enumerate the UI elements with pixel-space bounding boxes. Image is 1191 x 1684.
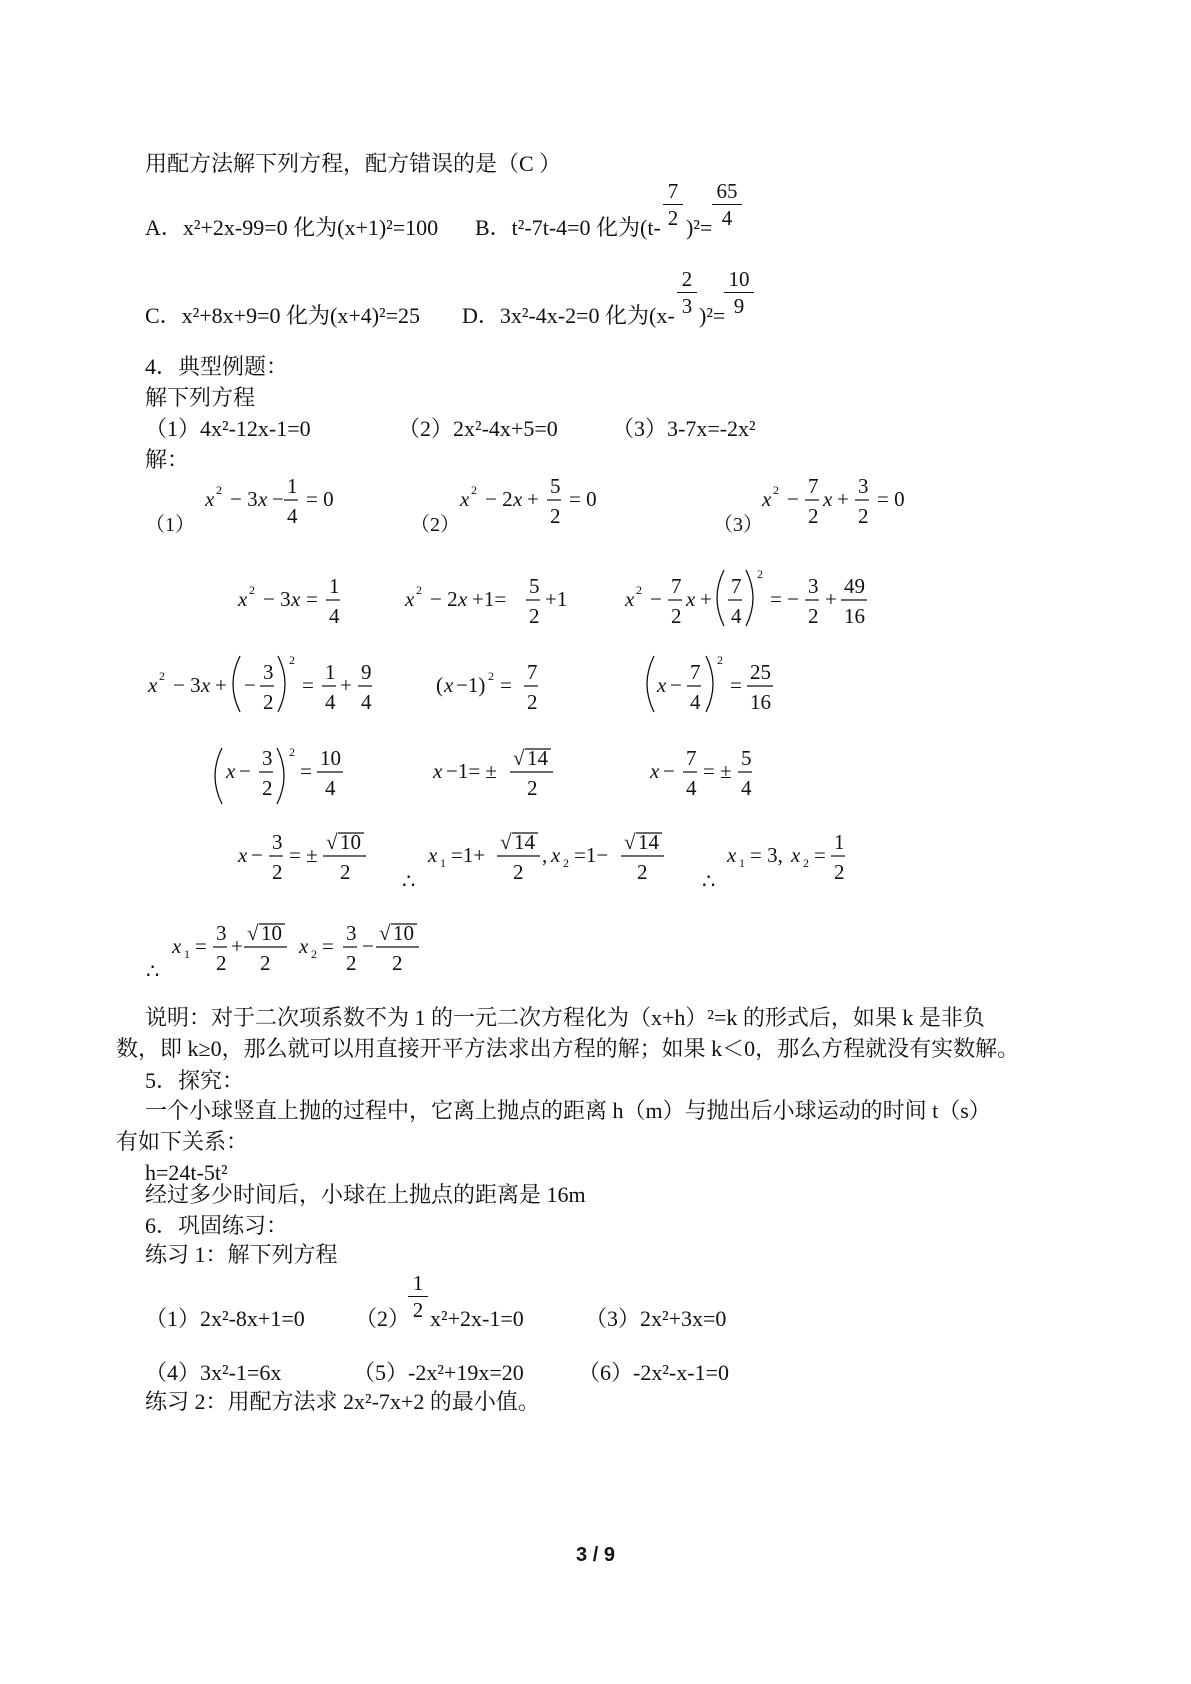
svg-text:x: x	[205, 487, 215, 511]
svg-text:5: 5	[550, 474, 561, 498]
svg-text:2: 2	[488, 669, 494, 683]
svg-text:x: x	[299, 934, 309, 958]
svg-text:√: √	[513, 746, 525, 770]
svg-text:∴: ∴	[146, 959, 160, 983]
svg-text:=: =	[322, 934, 334, 958]
svg-text:10: 10	[340, 830, 361, 854]
svg-text:x: x	[291, 587, 301, 611]
svg-text:= −: = −	[770, 587, 799, 611]
svg-text:2: 2	[773, 483, 779, 497]
option-b-prefix: B．t²-7t-4=0 化为(t-	[475, 215, 661, 240]
svg-text:−: −	[251, 843, 263, 867]
svg-text:1: 1	[834, 830, 845, 854]
svg-text:16: 16	[750, 690, 771, 714]
svg-text:+: +	[825, 587, 837, 611]
svg-text:x: x	[513, 487, 523, 511]
svg-text:x: x	[823, 487, 833, 511]
svg-text:=: =	[302, 673, 314, 697]
svg-text:1: 1	[287, 474, 298, 498]
svg-text:3: 3	[216, 921, 227, 945]
exercise-1-item-2-fraction: $\frac{1}{2}$	[408, 1272, 428, 1321]
solution-1-label: （1）	[145, 514, 195, 536]
svg-text:2: 2	[808, 604, 819, 628]
option-d-suffix: )²=	[699, 303, 726, 328]
svg-text:2: 2	[834, 860, 845, 884]
svg-text:√: √	[247, 921, 259, 945]
svg-text:2: 2	[289, 653, 295, 667]
svg-text:2: 2	[262, 776, 273, 800]
svg-text:2: 2	[392, 951, 403, 975]
svg-text:2: 2	[636, 583, 642, 597]
svg-text:=1+: =1+	[451, 843, 486, 867]
svg-text:x: x	[148, 673, 158, 697]
svg-text:2: 2	[717, 653, 723, 667]
exercise-1-item-2-suffix: x²+2x-1=0	[430, 1306, 524, 1331]
svg-text:−1= ±: −1= ±	[446, 759, 497, 783]
question-stem: 用配方法解下列方程，配方错误的是（C ）	[145, 151, 562, 176]
svg-text:x: x	[460, 487, 470, 511]
svg-text:14: 14	[514, 830, 535, 854]
svg-text:x: x	[458, 587, 468, 611]
svg-text:2: 2	[808, 504, 819, 528]
section-5-line-1: 一个小球竖直上抛的过程中，它离上抛点的距离 h（m）与抛出后小球运动的时间 t（s）	[145, 1098, 991, 1123]
svg-text:−: −	[239, 759, 251, 783]
svg-text:9: 9	[361, 660, 372, 684]
svg-text:− 2: − 2	[485, 487, 513, 511]
svg-text:2: 2	[550, 504, 561, 528]
svg-text:x: x	[686, 587, 696, 611]
svg-text:=: =	[195, 934, 207, 958]
svg-text:x: x	[444, 673, 454, 697]
svg-text:= 0: = 0	[877, 487, 905, 511]
svg-text:7: 7	[527, 660, 538, 684]
svg-text:−: −	[272, 487, 284, 511]
note-line-1: 说明：对于二次项系数不为 1 的一元二次方程化为（x+h）²=k 的形式后，如果 k 是非负	[145, 1005, 985, 1030]
svg-text:x: x	[172, 934, 182, 958]
svg-text:=: =	[730, 673, 742, 697]
option-d-fraction-10-9: $\frac{10}{9}$	[724, 268, 754, 317]
svg-text:2: 2	[260, 951, 271, 975]
svg-text:2: 2	[289, 745, 295, 759]
section-5-line-2: 有如下关系：	[116, 1129, 249, 1154]
svg-text:+: +	[837, 487, 849, 511]
svg-text:−: −	[670, 673, 682, 697]
svg-text:4: 4	[731, 604, 742, 628]
exercise-1-item-4: （4）3x²-1=6x	[145, 1360, 282, 1385]
svg-text:+1: +1	[545, 587, 568, 611]
svg-text:2: 2	[311, 947, 317, 961]
svg-text:= 3,: = 3,	[750, 843, 783, 867]
svg-text:1: 1	[739, 856, 745, 870]
svg-text:1: 1	[184, 947, 190, 961]
section-5-formula: h=24t-5t²	[145, 1160, 228, 1185]
svg-text:7: 7	[808, 474, 819, 498]
svg-text:4: 4	[361, 690, 372, 714]
svg-text:2: 2	[216, 951, 227, 975]
svg-text:10: 10	[320, 746, 341, 770]
svg-text:2: 2	[529, 604, 540, 628]
svg-text:√: √	[379, 921, 391, 945]
solution-2-label: （2）	[410, 514, 460, 536]
svg-text:=: =	[306, 587, 318, 611]
svg-text:x: x	[727, 843, 737, 867]
svg-text:−: −	[362, 934, 374, 958]
option-a: A．x²+2x-99=0 化为(x+1)²=100	[145, 215, 439, 240]
svg-text:√: √	[326, 830, 338, 854]
svg-text:3: 3	[263, 660, 274, 684]
svg-text:=: =	[500, 673, 512, 697]
svg-text:2: 2	[416, 583, 422, 597]
svg-text:x: x	[238, 587, 248, 611]
svg-text:2: 2	[637, 860, 648, 884]
problem-1: （1）4x²-12x-1=0	[145, 416, 311, 441]
svg-text:4: 4	[690, 690, 701, 714]
problem-3: （3）3-7x=-2x²	[612, 416, 756, 441]
svg-text:= ±: = ±	[289, 843, 318, 867]
note-line-2: 数，即 k≥0，那么就可以用直接开平方法求出方程的解；如果 k＜0，那么方程就没有实数解。	[116, 1036, 1020, 1061]
option-b-suffix: )²=	[686, 215, 713, 240]
svg-text:− 3: − 3	[230, 487, 258, 511]
svg-text:− 3: − 3	[173, 673, 201, 697]
svg-text:x: x	[625, 587, 635, 611]
svg-text:5: 5	[741, 746, 752, 770]
svg-text:+: +	[527, 487, 539, 511]
svg-text:+: +	[340, 673, 352, 697]
svg-text:2: 2	[858, 504, 869, 528]
svg-text:−: −	[650, 587, 662, 611]
svg-text:= 0: = 0	[306, 487, 334, 511]
svg-text:2: 2	[272, 860, 283, 884]
svg-text:+: +	[215, 673, 227, 697]
svg-text:√: √	[500, 830, 512, 854]
svg-text:2: 2	[263, 690, 274, 714]
svg-text:4: 4	[287, 504, 298, 528]
svg-text:∴: ∴	[402, 869, 416, 893]
svg-text:7: 7	[686, 746, 697, 770]
svg-text:x: x	[433, 759, 443, 783]
svg-text:25: 25	[750, 660, 771, 684]
svg-text:,: ,	[542, 843, 548, 867]
page-number: 3 / 9	[576, 1544, 615, 1566]
svg-text:+1=: +1=	[472, 587, 507, 611]
svg-text:2: 2	[340, 860, 351, 884]
svg-text:49: 49	[844, 574, 865, 598]
section-5-title: 5．探究：	[145, 1068, 245, 1093]
svg-text:3: 3	[858, 474, 869, 498]
svg-text:x: x	[428, 843, 438, 867]
svg-text:x: x	[405, 587, 415, 611]
svg-text:−: −	[663, 759, 675, 783]
svg-text:− 3: − 3	[263, 587, 291, 611]
svg-text:+: +	[700, 587, 712, 611]
svg-text:2: 2	[159, 669, 165, 683]
problem-2: （2）2x²-4x+5=0	[398, 416, 558, 441]
svg-text:2: 2	[563, 856, 569, 870]
svg-text:x: x	[762, 487, 772, 511]
svg-text:x: x	[650, 759, 660, 783]
svg-text:1: 1	[440, 856, 446, 870]
svg-text:(: (	[436, 673, 443, 697]
svg-text:− 2: − 2	[430, 587, 458, 611]
svg-text:x: x	[791, 843, 801, 867]
svg-text:2: 2	[757, 567, 763, 581]
exercise-1-item-5: （5）-2x²+19x=20	[353, 1360, 524, 1385]
svg-text:4: 4	[325, 776, 336, 800]
option-b-fraction-65-4: $\frac{65}{4}$	[712, 180, 742, 229]
svg-text:√: √	[624, 830, 636, 854]
svg-text:x: x	[258, 487, 268, 511]
svg-text:3: 3	[346, 921, 357, 945]
svg-text:x: x	[551, 843, 561, 867]
svg-text:x: x	[201, 673, 211, 697]
svg-text:7: 7	[690, 660, 701, 684]
svg-text:4: 4	[686, 776, 697, 800]
svg-text:14: 14	[638, 830, 659, 854]
svg-text:=1−: =1−	[574, 843, 609, 867]
option-d-fraction-2-3: $\frac{2}{3}$	[677, 268, 697, 317]
svg-text:3: 3	[262, 746, 273, 770]
solution-3-label: （3）	[713, 514, 763, 536]
svg-text:1: 1	[325, 660, 336, 684]
svg-text:5: 5	[529, 574, 540, 598]
section-5-question: 经过多少时间后，小球在上抛点的距离是 16m	[145, 1182, 586, 1207]
svg-text:4: 4	[329, 604, 340, 628]
svg-text:2: 2	[513, 860, 524, 884]
section-6-title: 6．巩固练习：	[145, 1213, 289, 1238]
svg-text:2: 2	[527, 690, 538, 714]
svg-text:10: 10	[393, 921, 414, 945]
svg-text:−: −	[244, 673, 256, 697]
section-4-task: 解下列方程	[145, 385, 256, 410]
svg-text:3: 3	[808, 574, 819, 598]
svg-text:x: x	[238, 843, 248, 867]
option-b-fraction-7-2: $\frac{7}{2}$	[663, 180, 683, 229]
svg-text:2: 2	[803, 856, 809, 870]
option-c: C．x²+8x+9=0 化为(x+4)²=25	[145, 303, 421, 328]
svg-text:2: 2	[249, 583, 255, 597]
svg-text:∴: ∴	[702, 869, 716, 893]
exercise-2: 练习 2：用配方法求 2x²-7x+2 的最小值。	[145, 1389, 540, 1414]
svg-text:−1): −1)	[456, 673, 486, 697]
svg-text:16: 16	[844, 604, 865, 628]
svg-text:2: 2	[346, 951, 357, 975]
option-d-prefix: D．3x²-4x-2=0 化为(x-	[462, 303, 675, 328]
exercise-1-item-6: （6）-2x²-x-1=0	[578, 1360, 729, 1385]
svg-text:1: 1	[329, 574, 340, 598]
exercise-1-title: 练习 1：解下列方程	[145, 1242, 338, 1267]
exercise-1-item-2-prefix: （2）	[355, 1306, 411, 1331]
svg-text:3: 3	[272, 830, 283, 854]
svg-text:+: +	[231, 934, 243, 958]
svg-text:2: 2	[671, 604, 682, 628]
svg-text:10: 10	[261, 921, 282, 945]
svg-text:2: 2	[527, 776, 538, 800]
svg-text:7: 7	[671, 574, 682, 598]
svg-text:4: 4	[741, 776, 752, 800]
svg-text:4: 4	[325, 690, 336, 714]
svg-text:2: 2	[216, 483, 222, 497]
svg-text:14: 14	[527, 746, 548, 770]
exercise-1-item-3: （3）2x²+3x=0	[585, 1306, 727, 1331]
svg-text:x: x	[226, 759, 236, 783]
svg-text:7: 7	[731, 574, 742, 598]
svg-text:= 0: = 0	[569, 487, 597, 511]
svg-text:=: =	[300, 759, 312, 783]
section-4-title: 4．典型例题：	[145, 354, 289, 379]
svg-text:= ±: = ±	[703, 759, 732, 783]
svg-text:x: x	[657, 673, 667, 697]
solution-label: 解：	[145, 447, 190, 472]
svg-text:2: 2	[471, 483, 477, 497]
exercise-1-item-1: （1）2x²-8x+1=0	[145, 1306, 305, 1331]
svg-text:=: =	[814, 843, 826, 867]
svg-text:−: −	[787, 487, 799, 511]
